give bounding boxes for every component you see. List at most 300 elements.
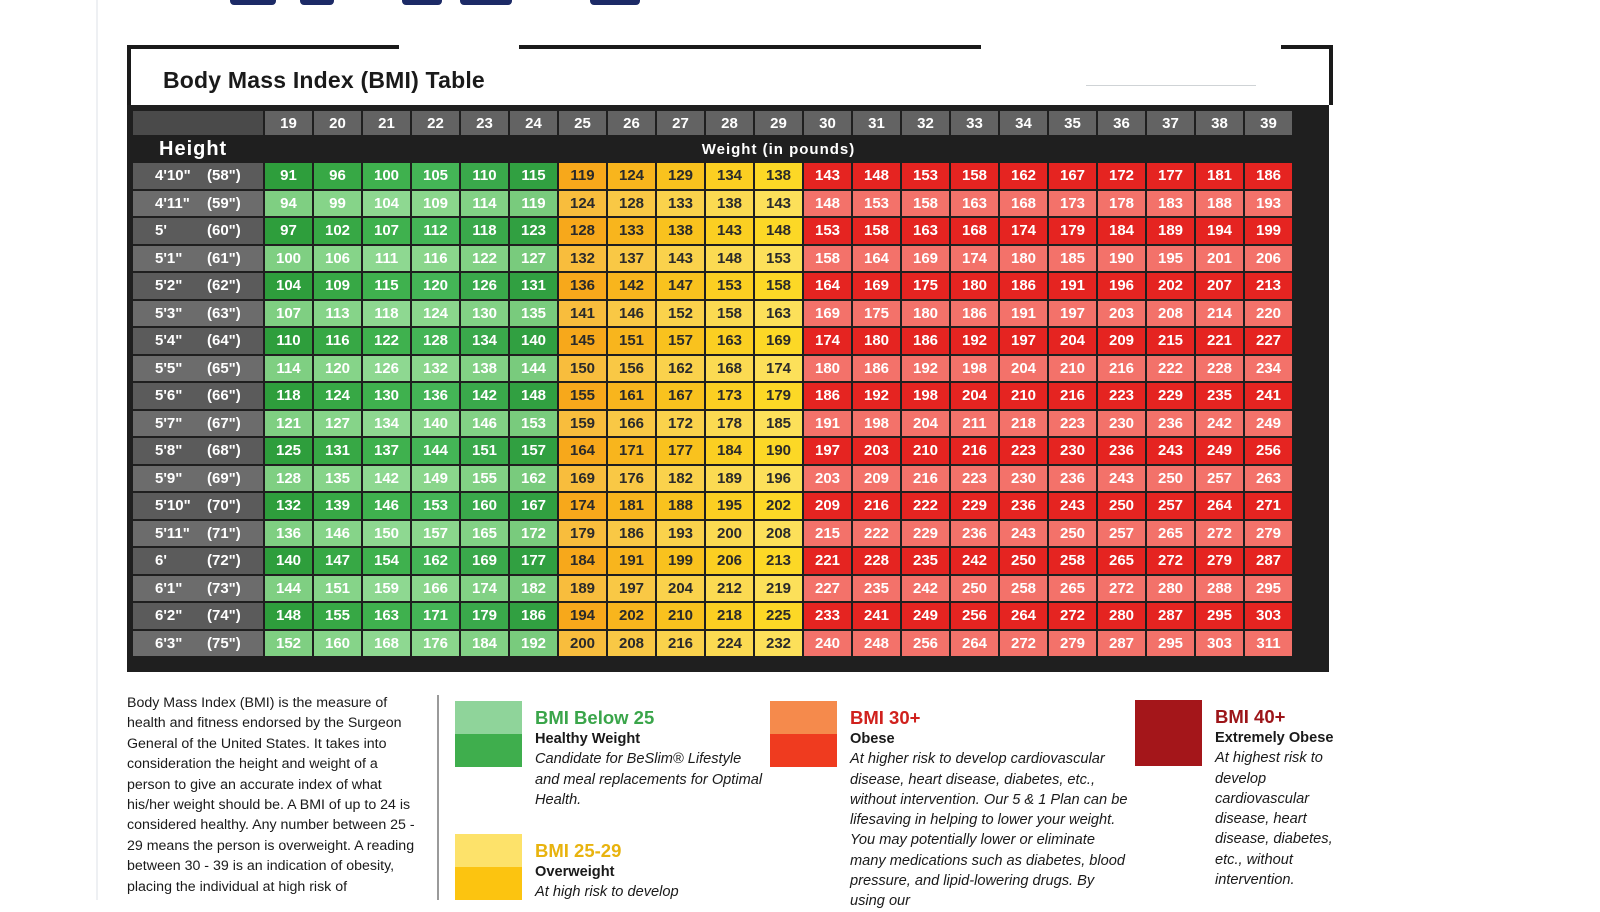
weight-cell: 225 <box>755 603 802 629</box>
weight-cell: 272 <box>1000 631 1047 657</box>
weight-cell: 161 <box>608 383 655 409</box>
weight-cell: 120 <box>412 273 459 299</box>
weight-cell: 236 <box>1098 438 1145 464</box>
bmi-header-cell: 25 <box>559 111 606 135</box>
weight-cell: 129 <box>657 163 704 189</box>
weight-cell: 272 <box>1196 521 1243 547</box>
weight-cell: 271 <box>1245 493 1292 519</box>
weight-cell: 185 <box>1049 246 1096 272</box>
weight-cell: 197 <box>1000 328 1047 354</box>
weight-cell: 287 <box>1245 548 1292 574</box>
weight-cell: 228 <box>1196 356 1243 382</box>
weight-cell: 263 <box>1245 466 1292 492</box>
weight-cell: 195 <box>1147 246 1194 272</box>
weight-cell: 162 <box>510 466 557 492</box>
height-cell: 4'11" (59") <box>133 191 263 217</box>
weight-cell: 210 <box>657 603 704 629</box>
weight-cell: 158 <box>951 163 998 189</box>
weight-cell: 169 <box>804 301 851 327</box>
weight-cell: 158 <box>902 191 949 217</box>
weight-cell: 204 <box>1049 328 1096 354</box>
weight-cell: 191 <box>804 411 851 437</box>
weight-cell: 120 <box>314 356 361 382</box>
weight-cell: 166 <box>608 411 655 437</box>
weight-cell: 227 <box>804 576 851 602</box>
table-row <box>133 521 1292 547</box>
weight-cell: 119 <box>510 191 557 217</box>
weight-cell: 158 <box>755 273 802 299</box>
table-row <box>133 218 1292 244</box>
weight-cell: 192 <box>902 356 949 382</box>
weight-cell: 248 <box>853 631 900 657</box>
weight-cell: 257 <box>1098 521 1145 547</box>
weight-cell: 264 <box>951 631 998 657</box>
weight-cell: 131 <box>510 273 557 299</box>
weight-cell: 242 <box>1196 411 1243 437</box>
weight-cell: 196 <box>1098 273 1145 299</box>
weight-cell: 128 <box>412 328 459 354</box>
weight-cell: 169 <box>559 466 606 492</box>
weight-cell: 163 <box>951 191 998 217</box>
weight-cell: 186 <box>853 356 900 382</box>
height-cell: 6'2" (74") <box>133 603 263 629</box>
weight-cell: 243 <box>1098 466 1145 492</box>
bmi-description: Body Mass Index (BMI) is the measure of health and fitness endorsed by the Surgeon General of the United States. It takes into consideration the height and weight of a person to give an accurate index of what his/her weight should be. A BMI of up to 24 is considered healthy. Any number between 25 - 29 means the person is overweight. A reading between 30 - 39 is an indication of obesity, placing the individual at high risk of <box>127 695 415 895</box>
table-row <box>133 466 1292 492</box>
weight-cell: 186 <box>510 603 557 629</box>
weight-cell: 172 <box>510 521 557 547</box>
weight-cell: 279 <box>1196 548 1243 574</box>
weight-cell: 155 <box>314 603 361 629</box>
weight-cell: 184 <box>706 438 753 464</box>
weight-cell: 182 <box>657 466 704 492</box>
weight-cell: 167 <box>510 493 557 519</box>
weight-cell: 177 <box>510 548 557 574</box>
height-cell: 5'8" (68") <box>133 438 263 464</box>
weight-cell: 229 <box>902 521 949 547</box>
legend-body-extremely-obese: At highest risk to develop cardiovascular disease, heart disease, diabetes, etc., without intervention. <box>1215 750 1333 889</box>
weight-cell: 122 <box>363 328 410 354</box>
weight-cell: 174 <box>461 576 508 602</box>
weight-cell: 199 <box>657 548 704 574</box>
weight-cell: 272 <box>1147 548 1194 574</box>
weight-cell: 243 <box>1049 493 1096 519</box>
weight-cell: 180 <box>951 273 998 299</box>
weight-cell: 210 <box>902 438 949 464</box>
weight-cell: 124 <box>608 163 655 189</box>
weight-cell: 172 <box>657 411 704 437</box>
weight-cell: 138 <box>657 218 704 244</box>
weight-cell: 164 <box>559 438 606 464</box>
weight-cell: 141 <box>559 301 606 327</box>
weight-cell: 250 <box>1147 466 1194 492</box>
weight-cell: 192 <box>951 328 998 354</box>
weight-cell: 295 <box>1147 631 1194 657</box>
table-row <box>133 191 1292 217</box>
legend-title-25-29: BMI 25-29 <box>535 840 622 861</box>
weight-cell: 256 <box>1245 438 1292 464</box>
weight-cell: 186 <box>902 328 949 354</box>
weight-cell: 137 <box>363 438 410 464</box>
weight-cell: 218 <box>706 603 753 629</box>
weight-cell: 180 <box>853 328 900 354</box>
weight-cell: 171 <box>608 438 655 464</box>
weight-cell: 151 <box>608 328 655 354</box>
weight-cell: 145 <box>559 328 606 354</box>
weight-cell: 167 <box>657 383 704 409</box>
weight-cell: 193 <box>657 521 704 547</box>
legend-subtitle-extremely-obese: Extremely Obese <box>1215 730 1334 746</box>
weight-cell: 174 <box>755 356 802 382</box>
weight-cell: 116 <box>412 246 459 272</box>
legend-title-over-40: BMI 40+ <box>1215 706 1286 727</box>
weight-cell: 214 <box>1196 301 1243 327</box>
weight-cell: 134 <box>461 328 508 354</box>
weight-cell: 235 <box>902 548 949 574</box>
header-corner <box>133 111 263 135</box>
weight-cell: 190 <box>1098 246 1145 272</box>
height-cell: 5'10" (70") <box>133 493 263 519</box>
weight-cell: 162 <box>1000 163 1047 189</box>
weight-cell: 163 <box>363 603 410 629</box>
table-row <box>133 356 1292 382</box>
weight-cell: 221 <box>1196 328 1243 354</box>
bmi-table-panel <box>127 45 1329 672</box>
weight-cell: 256 <box>951 603 998 629</box>
weight-cell: 107 <box>265 301 312 327</box>
weight-cell: 111 <box>363 246 410 272</box>
weight-cell: 204 <box>951 383 998 409</box>
weight-cell: 159 <box>363 576 410 602</box>
weight-cell: 109 <box>314 273 361 299</box>
weight-cell: 171 <box>412 603 459 629</box>
weight-cell: 169 <box>902 246 949 272</box>
weight-cell: 295 <box>1245 576 1292 602</box>
weight-cell: 175 <box>853 301 900 327</box>
weight-cell: 134 <box>706 163 753 189</box>
weight-cell: 133 <box>657 191 704 217</box>
table-title: Body Mass Index (BMI) Table <box>163 67 485 93</box>
weight-cell: 311 <box>1245 631 1292 657</box>
bmi-header-cell: 29 <box>755 111 802 135</box>
weight-cell: 236 <box>951 521 998 547</box>
weight-cell: 208 <box>755 521 802 547</box>
weight-cell: 169 <box>461 548 508 574</box>
weight-cell: 279 <box>1049 631 1096 657</box>
weight-cell: 235 <box>853 576 900 602</box>
weight-cell: 186 <box>608 521 655 547</box>
weight-cell: 136 <box>412 383 459 409</box>
weight-cell: 201 <box>1196 246 1243 272</box>
weight-cell: 172 <box>1098 163 1145 189</box>
bmi-header-cell: 27 <box>657 111 704 135</box>
weight-cell: 158 <box>853 218 900 244</box>
weight-cell: 155 <box>461 466 508 492</box>
weight-cell: 158 <box>706 301 753 327</box>
weight-cell: 204 <box>657 576 704 602</box>
bmi-header-cell: 21 <box>363 111 410 135</box>
weight-cell: 199 <box>1245 218 1292 244</box>
legend-subtitle-obese: Obese <box>850 731 895 747</box>
weight-cell: 206 <box>1245 246 1292 272</box>
weight-cell: 128 <box>265 466 312 492</box>
weight-cell: 280 <box>1098 603 1145 629</box>
weight-cell: 208 <box>608 631 655 657</box>
weight-cell: 179 <box>461 603 508 629</box>
bmi-table <box>131 109 1294 658</box>
bmi-header-cell: 23 <box>461 111 508 135</box>
weight-cell: 264 <box>1196 493 1243 519</box>
weight-cell: 151 <box>461 438 508 464</box>
weight-cell: 148 <box>265 603 312 629</box>
weight-cell: 174 <box>559 493 606 519</box>
weight-cell: 168 <box>363 631 410 657</box>
table-row <box>133 273 1292 299</box>
weight-cell: 160 <box>314 631 361 657</box>
weight-cell: 148 <box>804 191 851 217</box>
weight-cell: 250 <box>1098 493 1145 519</box>
weight-cell: 230 <box>1049 438 1096 464</box>
weight-cell: 265 <box>1098 548 1145 574</box>
bmi-header-cell: 24 <box>510 111 557 135</box>
weight-cell: 115 <box>363 273 410 299</box>
height-cell: 5'2" (62") <box>133 273 263 299</box>
weight-cell: 257 <box>1196 466 1243 492</box>
weight-cell: 216 <box>951 438 998 464</box>
legend-swatch-orange <box>770 701 837 767</box>
weight-cell: 177 <box>657 438 704 464</box>
weight-cell: 131 <box>314 438 361 464</box>
weight-cell: 162 <box>412 548 459 574</box>
weight-cell: 232 <box>755 631 802 657</box>
weight-cell: 146 <box>461 411 508 437</box>
table-row <box>133 301 1292 327</box>
weight-cell: 138 <box>461 356 508 382</box>
page-edge-shadow <box>96 0 98 900</box>
height-cell: 5'5" (65") <box>133 356 263 382</box>
weight-cell: 125 <box>265 438 312 464</box>
weight-cell: 195 <box>706 493 753 519</box>
weight-cell: 236 <box>1147 411 1194 437</box>
weight-cell: 153 <box>412 493 459 519</box>
weight-cell: 175 <box>902 273 949 299</box>
weight-cell: 174 <box>951 246 998 272</box>
height-cell: 5'1" (61") <box>133 246 263 272</box>
weight-cell: 148 <box>755 218 802 244</box>
height-cell: 5' (60") <box>133 218 263 244</box>
weight-cell: 180 <box>902 301 949 327</box>
weight-cell: 124 <box>559 191 606 217</box>
weight-cell: 210 <box>1000 383 1047 409</box>
weight-cell: 114 <box>265 356 312 382</box>
weight-cell: 265 <box>1049 576 1096 602</box>
weight-cell: 184 <box>559 548 606 574</box>
weight-cell: 104 <box>265 273 312 299</box>
weight-cell: 144 <box>412 438 459 464</box>
weight-cell: 193 <box>1245 191 1292 217</box>
table-row <box>133 603 1292 629</box>
table-row <box>133 493 1292 519</box>
weight-cell: 115 <box>510 163 557 189</box>
legend-title-over-30: BMI 30+ <box>850 707 921 728</box>
weight-cell: 136 <box>265 521 312 547</box>
weight-cell: 197 <box>1049 301 1096 327</box>
bmi-header-cell: 32 <box>902 111 949 135</box>
table-row <box>133 576 1292 602</box>
weight-cell: 153 <box>853 191 900 217</box>
weight-cell: 173 <box>706 383 753 409</box>
weight-cell: 189 <box>1147 218 1194 244</box>
legend-over-40 <box>1135 700 1375 900</box>
weight-cell: 151 <box>314 576 361 602</box>
weight-cell: 212 <box>706 576 753 602</box>
bmi-header-cell: 36 <box>1098 111 1145 135</box>
height-cell: 5'3" (63") <box>133 301 263 327</box>
weight-cell: 121 <box>265 411 312 437</box>
weight-cell: 166 <box>412 576 459 602</box>
weight-cell: 178 <box>1098 191 1145 217</box>
weight-cell: 295 <box>1196 603 1243 629</box>
weight-cell: 236 <box>1049 466 1096 492</box>
height-cell: 6' (72") <box>133 548 263 574</box>
weight-cell: 194 <box>559 603 606 629</box>
weight-cell: 256 <box>902 631 949 657</box>
weight-cell: 186 <box>1000 273 1047 299</box>
table-title-box <box>127 45 1333 105</box>
weight-cell: 224 <box>706 631 753 657</box>
weight-cell: 228 <box>853 548 900 574</box>
weight-cell: 127 <box>510 246 557 272</box>
weight-cell: 118 <box>461 218 508 244</box>
weight-cell: 146 <box>363 493 410 519</box>
weight-cell: 110 <box>461 163 508 189</box>
bmi-header-cell: 35 <box>1049 111 1096 135</box>
weight-cell: 192 <box>853 383 900 409</box>
weight-cell: 99 <box>314 191 361 217</box>
weight-cell: 288 <box>1196 576 1243 602</box>
weight-cell: 241 <box>1245 383 1292 409</box>
height-cell: 5'9" (69") <box>133 466 263 492</box>
weight-cell: 192 <box>510 631 557 657</box>
weight-cell: 119 <box>559 163 606 189</box>
weight-cell: 257 <box>1147 493 1194 519</box>
legend-swatch-yellow <box>455 834 522 900</box>
weight-cell: 240 <box>804 631 851 657</box>
weight-cell: 130 <box>363 383 410 409</box>
weight-cell: 179 <box>1049 218 1096 244</box>
weight-cell: 94 <box>265 191 312 217</box>
weight-cell: 198 <box>951 356 998 382</box>
weight-cell: 204 <box>902 411 949 437</box>
bmi-header-cell: 39 <box>1245 111 1292 135</box>
weight-cell: 213 <box>1245 273 1292 299</box>
weight-cell: 215 <box>1147 328 1194 354</box>
weight-cell: 96 <box>314 163 361 189</box>
legend-body-obese: At higher risk to develop cardiovascular disease, heart disease, diabetes, etc., without intervention. Our 5 & 1 Plan can be lifesaving in helping to lower your weight. You may potentially lower or eliminate many medications such as diabetes, blood pressure, and lipid-lowering drugs. By using our <box>850 751 1128 910</box>
weight-cell: 189 <box>706 466 753 492</box>
weight-cell: 149 <box>412 466 459 492</box>
weight-cell: 148 <box>853 163 900 189</box>
weight-cell: 211 <box>951 411 998 437</box>
weight-cell: 160 <box>461 493 508 519</box>
weight-cell: 303 <box>1245 603 1292 629</box>
weight-cell: 223 <box>1000 438 1047 464</box>
weight-cell: 140 <box>412 411 459 437</box>
weight-cell: 219 <box>755 576 802 602</box>
bmi-header-cell: 22 <box>412 111 459 135</box>
weight-cell: 152 <box>657 301 704 327</box>
weight-cell: 203 <box>804 466 851 492</box>
weight-cell: 147 <box>657 273 704 299</box>
weight-cell: 180 <box>1000 246 1047 272</box>
weight-cell: 110 <box>265 328 312 354</box>
weight-cell: 168 <box>1000 191 1047 217</box>
weight-cell: 204 <box>1000 356 1047 382</box>
weight-cell: 174 <box>1000 218 1047 244</box>
weight-cell: 176 <box>412 631 459 657</box>
weight-cell: 188 <box>657 493 704 519</box>
weight-cell: 143 <box>755 191 802 217</box>
weight-cell: 242 <box>902 576 949 602</box>
weight-cell: 152 <box>265 631 312 657</box>
bmi-header-cell: 34 <box>1000 111 1047 135</box>
weight-cell: 250 <box>1049 521 1096 547</box>
weight-column-label: Weight (in pounds) <box>265 137 1292 161</box>
weight-cell: 241 <box>853 603 900 629</box>
weight-cell: 186 <box>951 301 998 327</box>
weight-cell: 157 <box>657 328 704 354</box>
bmi-grid <box>127 105 1329 672</box>
weight-cell: 164 <box>804 273 851 299</box>
weight-cell: 186 <box>804 383 851 409</box>
weight-cell: 207 <box>1196 273 1243 299</box>
weight-cell: 216 <box>902 466 949 492</box>
weight-cell: 227 <box>1245 328 1292 354</box>
weight-cell: 183 <box>1147 191 1194 217</box>
weight-cell: 136 <box>559 273 606 299</box>
table-row <box>133 328 1292 354</box>
legend-subtitle-overweight: Overweight <box>535 864 615 880</box>
weight-cell: 202 <box>755 493 802 519</box>
weight-cell: 132 <box>412 356 459 382</box>
weight-cell: 144 <box>510 356 557 382</box>
weight-cell: 184 <box>1098 218 1145 244</box>
weight-cell: 169 <box>755 328 802 354</box>
legend-below-25 <box>455 701 763 808</box>
legend-body-healthy: Candidate for BeSlim® Lifestyle and meal replacements for Optimal Health. <box>535 751 763 808</box>
weight-cell: 181 <box>608 493 655 519</box>
legend-subtitle-healthy: Healthy Weight <box>535 731 641 747</box>
weight-cell: 169 <box>853 273 900 299</box>
weight-cell: 148 <box>510 383 557 409</box>
weight-cell: 124 <box>314 383 361 409</box>
weight-cell: 250 <box>1000 548 1047 574</box>
weight-cell: 156 <box>608 356 655 382</box>
weight-cell: 163 <box>706 328 753 354</box>
weight-cell: 106 <box>314 246 361 272</box>
height-cell: 6'1" (73") <box>133 576 263 602</box>
weight-cell: 105 <box>412 163 459 189</box>
weight-cell: 209 <box>853 466 900 492</box>
weight-cell: 181 <box>1196 163 1243 189</box>
weight-cell: 185 <box>755 411 802 437</box>
weight-cell: 100 <box>363 163 410 189</box>
weight-cell: 143 <box>804 163 851 189</box>
weight-cell: 140 <box>265 548 312 574</box>
weight-cell: 203 <box>1098 301 1145 327</box>
weight-cell: 158 <box>804 246 851 272</box>
weight-cell: 137 <box>608 246 655 272</box>
